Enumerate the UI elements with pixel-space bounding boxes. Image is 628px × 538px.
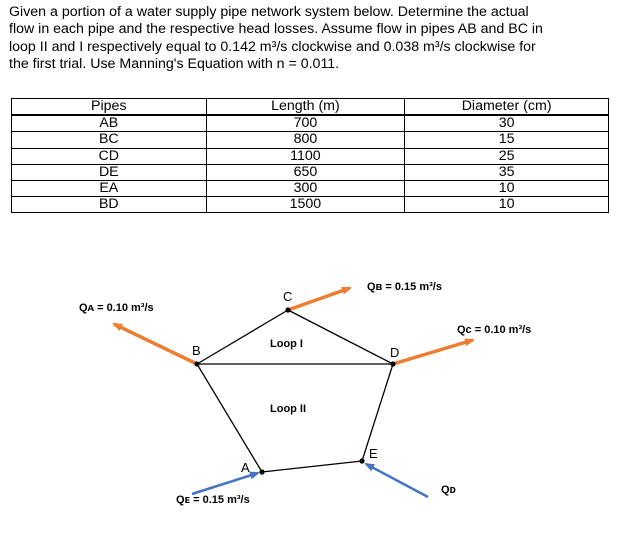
problem-line: the first trial. Use Manning's Equation with n = 0.011.	[9, 56, 340, 73]
junction-e	[359, 458, 364, 463]
pipe-network	[197, 310, 393, 472]
flow-arrow-qa	[114, 324, 197, 364]
node-label-d: D	[390, 345, 400, 360]
cell-diameter: 35	[405, 164, 609, 180]
cell-pipe: BD	[12, 197, 207, 213]
loop-label-1: Loop I	[270, 338, 303, 350]
cell-length: 1100	[206, 148, 405, 164]
cell-diameter: 30	[405, 115, 609, 132]
cell-pipe: CD	[12, 148, 207, 164]
flow-arrow-qb	[288, 288, 350, 310]
problem-line: flow in each pipe and the respective head losses. Assume flow in pipes AB and BC in	[9, 21, 543, 38]
problem-line: loop II and I respectively equal to 0.142 m³/s clockwise and 0.038 m³/s clockwise for	[9, 38, 536, 55]
cell-pipe: AB	[12, 115, 207, 132]
junction-b	[194, 361, 199, 366]
cell-diameter: 15	[405, 132, 609, 148]
cell-length: 650	[206, 164, 405, 180]
pipe-bc	[197, 310, 288, 364]
cell-length: 800	[206, 132, 405, 148]
node-label-e: E	[369, 446, 378, 461]
loop-label-2: Loop II	[270, 403, 307, 415]
node-label-c: C	[283, 289, 293, 304]
cell-diameter: 10	[405, 197, 609, 213]
flow-arrow-qc	[393, 340, 473, 364]
flow-label-qa: Qᴀ = 0.10 m³/s	[79, 302, 154, 314]
header-pipes: Pipes	[12, 99, 207, 116]
pipe-ea	[262, 461, 362, 472]
node-label-b: B	[192, 343, 201, 358]
header-diameter: Diameter (cm)	[405, 99, 609, 116]
flow-label-qc: Qᴄ = 0.10 m³/s	[457, 324, 532, 336]
cell-pipe: BC	[12, 132, 207, 148]
node-label-a: A	[241, 460, 250, 475]
cell-length: 300	[206, 180, 405, 196]
header-length: Length (m)	[206, 99, 405, 116]
cell-pipe: DE	[12, 164, 207, 180]
pipe-cd	[288, 310, 393, 364]
problem-line: Given a portion of a water supply pipe network system below. Determine the actual	[9, 4, 529, 20]
flow-label-qe: Qᴇ = 0.15 m³/s	[176, 494, 250, 506]
cell-length: 700	[206, 115, 405, 132]
flow-arrow-qe	[192, 473, 258, 494]
flow-arrow-qd	[366, 464, 428, 497]
junction-d	[390, 361, 395, 366]
cell-diameter: 25	[405, 148, 609, 164]
pipe-ab	[197, 364, 262, 472]
flow-label-qd: Qᴅ	[441, 484, 456, 496]
flow-label-qb: Qʙ = 0.15 m³/s	[367, 281, 442, 293]
junction-a	[259, 469, 264, 474]
cell-diameter: 10	[405, 180, 609, 196]
cell-pipe: EA	[12, 180, 207, 196]
cell-length: 1500	[206, 197, 405, 213]
junction-c	[285, 307, 290, 312]
